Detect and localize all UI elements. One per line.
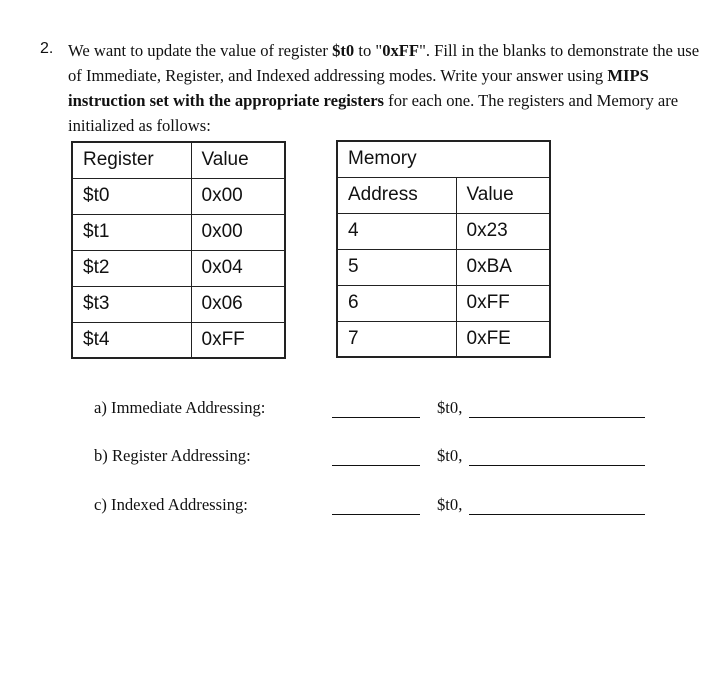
answer-blank-operand[interactable]	[469, 417, 645, 418]
value-cell: 0x06	[191, 286, 285, 322]
value-cell: 0xBA	[456, 249, 550, 285]
answer-label: b) Register Addressing:	[94, 446, 251, 465]
answer-row-immediate	[94, 398, 654, 422]
answer-label: c) Indexed Addressing:	[94, 495, 248, 514]
header-value: Value	[456, 177, 550, 213]
question-text	[68, 38, 700, 138]
address-cell: 5	[337, 249, 456, 285]
target-value: 0xFF	[382, 41, 420, 60]
bold-phrase: MIPS instruction set with the appropriate registers	[68, 66, 649, 110]
value-cell: 0x23	[456, 213, 550, 249]
register-table-header	[72, 142, 285, 178]
question-number: 2.	[40, 40, 54, 57]
register-cell: $t3	[72, 286, 191, 322]
answer-row-indexed	[94, 495, 654, 519]
value-cell: 0x04	[191, 250, 285, 286]
answer-register: $t0,	[437, 398, 463, 417]
answer-label: a) Immediate Addressing:	[94, 398, 266, 417]
table-row	[337, 213, 550, 249]
answer-blank-opcode[interactable]	[332, 417, 420, 418]
table-row	[72, 286, 285, 322]
question-text-part3: ". Fill in the blanks to demonstrate the use of Immediate, Register, and Indexed addressing modes. Write your answer using	[68, 41, 700, 85]
answer-blank-opcode[interactable]	[332, 514, 420, 515]
table-row	[72, 214, 285, 250]
value-cell: 0xFF	[456, 285, 550, 321]
memory-title: Memory	[337, 141, 550, 177]
register-name: $t0	[332, 41, 355, 60]
question-text-part4: for each one. The registers and Memory are initialized as follows:	[68, 91, 679, 135]
table-row	[337, 285, 550, 321]
register-table	[71, 141, 286, 359]
answer-blank-operand[interactable]	[469, 514, 645, 515]
answer-blank-opcode[interactable]	[332, 465, 420, 466]
question-text-part2: to "	[354, 41, 383, 60]
answer-blank-operand[interactable]	[469, 465, 645, 466]
register-cell: $t1	[72, 214, 191, 250]
table-row	[337, 321, 550, 357]
register-cell: $t0	[72, 178, 191, 214]
address-cell: 7	[337, 321, 456, 357]
memory-table-header	[337, 177, 550, 213]
value-cell: 0xFF	[191, 322, 285, 358]
register-cell: $t4	[72, 322, 191, 358]
answer-register: $t0,	[437, 446, 463, 465]
table-row	[337, 249, 550, 285]
question-text-part1: We want to update the value of register	[68, 41, 333, 60]
header-value: Value	[191, 142, 285, 178]
header-address: Address	[337, 177, 456, 213]
answer-row-register	[94, 446, 654, 470]
value-cell: 0x00	[191, 214, 285, 250]
table-row	[72, 178, 285, 214]
value-cell: 0xFE	[456, 321, 550, 357]
table-row	[72, 250, 285, 286]
memory-table	[336, 140, 551, 358]
table-row	[72, 322, 285, 358]
answer-register: $t0,	[437, 495, 463, 514]
header-register: Register	[72, 142, 191, 178]
memory-table-title-row	[337, 141, 550, 177]
register-cell: $t2	[72, 250, 191, 286]
address-cell: 4	[337, 213, 456, 249]
value-cell: 0x00	[191, 178, 285, 214]
address-cell: 6	[337, 285, 456, 321]
